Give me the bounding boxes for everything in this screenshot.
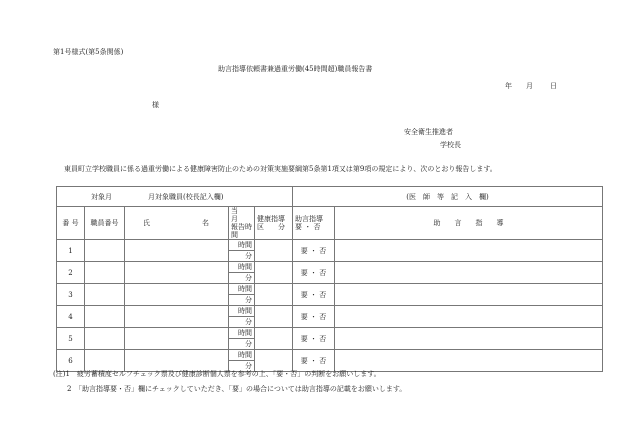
row-number: 1 <box>57 240 85 262</box>
minutes-cell[interactable]: 分 <box>229 251 255 262</box>
date-month: 月 <box>526 82 533 90</box>
col-advice-need-a: 助言指導 <box>295 215 323 223</box>
col-no: 番 号 <box>57 207 85 240</box>
table-row <box>57 328 603 339</box>
staff-no-cell[interactable] <box>85 306 125 328</box>
table-row <box>57 306 603 317</box>
col-hours <box>229 207 255 240</box>
document-title: 助言指導依頼書兼過重労働(45時間超)職員報告書 <box>218 65 373 73</box>
col-staff-no: 職員番号 <box>85 207 125 240</box>
report-table <box>56 186 603 372</box>
col-name-b: 名 <box>202 219 209 227</box>
minutes-cell[interactable]: 分 <box>229 361 255 372</box>
health-category-cell[interactable] <box>255 328 293 350</box>
date-day: 日 <box>550 82 557 90</box>
hours-cell[interactable]: 時間 <box>229 284 255 295</box>
staff-no-cell[interactable] <box>85 284 125 306</box>
hours-cell[interactable]: 時間 <box>229 240 255 251</box>
col-name-a: 氏 <box>143 219 150 227</box>
col-name <box>125 207 229 240</box>
hours-cell[interactable]: 時間 <box>229 306 255 317</box>
table-row <box>57 262 603 273</box>
advice-need-cell[interactable]: 要 ・ 否 <box>293 328 335 350</box>
date-year: 年 <box>505 82 512 90</box>
sender-role-2: 学校長 <box>440 141 461 149</box>
health-category-cell[interactable] <box>255 240 293 262</box>
note-1: (注)1 疲労蓄積度セルフチェック票及び健康診断個人票を参考の上、「要・否」の判断をお願いします。 <box>53 370 381 378</box>
health-category-cell[interactable] <box>255 284 293 306</box>
name-cell[interactable] <box>125 240 229 262</box>
table-row <box>57 240 603 251</box>
advice-cell[interactable] <box>335 306 603 328</box>
target-month-label: 対象月 <box>91 192 112 201</box>
col-hours-b: 報告時間 <box>231 223 252 239</box>
health-category-cell[interactable] <box>255 262 293 284</box>
row-number: 2 <box>57 262 85 284</box>
col-advice-need <box>293 207 335 240</box>
note-2: 2 「助言指導要・否」欄にチェックしていただき、「要」の場合については助言指導の記載をお願いします。 <box>53 385 407 393</box>
advice-need-cell[interactable]: 要 ・ 否 <box>293 350 335 372</box>
left-header-title: 月対象職員(校長記入欄) <box>148 192 224 201</box>
sender-role-1: 安全衛生推進者 <box>404 128 453 136</box>
health-category-cell[interactable] <box>255 306 293 328</box>
advice-need-cell[interactable]: 要 ・ 否 <box>293 306 335 328</box>
name-cell[interactable] <box>125 284 229 306</box>
advice-cell[interactable] <box>335 284 603 306</box>
name-cell[interactable] <box>125 306 229 328</box>
advice-need-cell[interactable]: 要 ・ 否 <box>293 240 335 262</box>
col-advice-need-b: 要 ・ 否 <box>295 223 321 231</box>
row-number: 5 <box>57 328 85 350</box>
row-number: 6 <box>57 350 85 372</box>
staff-no-cell[interactable] <box>85 262 125 284</box>
hours-cell[interactable]: 時間 <box>229 328 255 339</box>
minutes-cell[interactable]: 分 <box>229 339 255 350</box>
hours-cell[interactable]: 時間 <box>229 350 255 361</box>
row-number: 4 <box>57 306 85 328</box>
col-health <box>255 207 293 240</box>
advice-cell[interactable] <box>335 240 603 262</box>
col-advice: 助 言 指 導 <box>335 207 603 240</box>
addressee-suffix: 様 <box>152 101 159 109</box>
col-health-a: 健康指導 <box>257 215 285 223</box>
table-row <box>57 350 603 361</box>
staff-no-cell[interactable] <box>85 328 125 350</box>
hours-cell[interactable]: 時間 <box>229 262 255 273</box>
col-health-b: 区 分 <box>257 223 285 231</box>
table-row <box>57 284 603 295</box>
advice-need-cell[interactable]: 要 ・ 否 <box>293 284 335 306</box>
name-cell[interactable] <box>125 328 229 350</box>
name-cell[interactable] <box>125 262 229 284</box>
col-hours-a: 当 月 <box>231 207 252 223</box>
staff-no-cell[interactable] <box>85 240 125 262</box>
advice-cell[interactable] <box>335 328 603 350</box>
right-header: (医 師 等 記 入 欄) <box>293 187 603 207</box>
intro-text: 東員町立学校職員に係る過重労働による健康障害防止のための対策実施要綱第5条第1項又は第9項の規定により、次のとおり報告します。 <box>64 165 497 173</box>
left-header <box>57 187 293 207</box>
minutes-cell[interactable]: 分 <box>229 295 255 306</box>
form-number: 第1号様式(第5条関係) <box>53 48 124 56</box>
minutes-cell[interactable]: 分 <box>229 317 255 328</box>
advice-cell[interactable] <box>335 262 603 284</box>
advice-need-cell[interactable]: 要 ・ 否 <box>293 262 335 284</box>
row-number: 3 <box>57 284 85 306</box>
minutes-cell[interactable]: 分 <box>229 273 255 284</box>
